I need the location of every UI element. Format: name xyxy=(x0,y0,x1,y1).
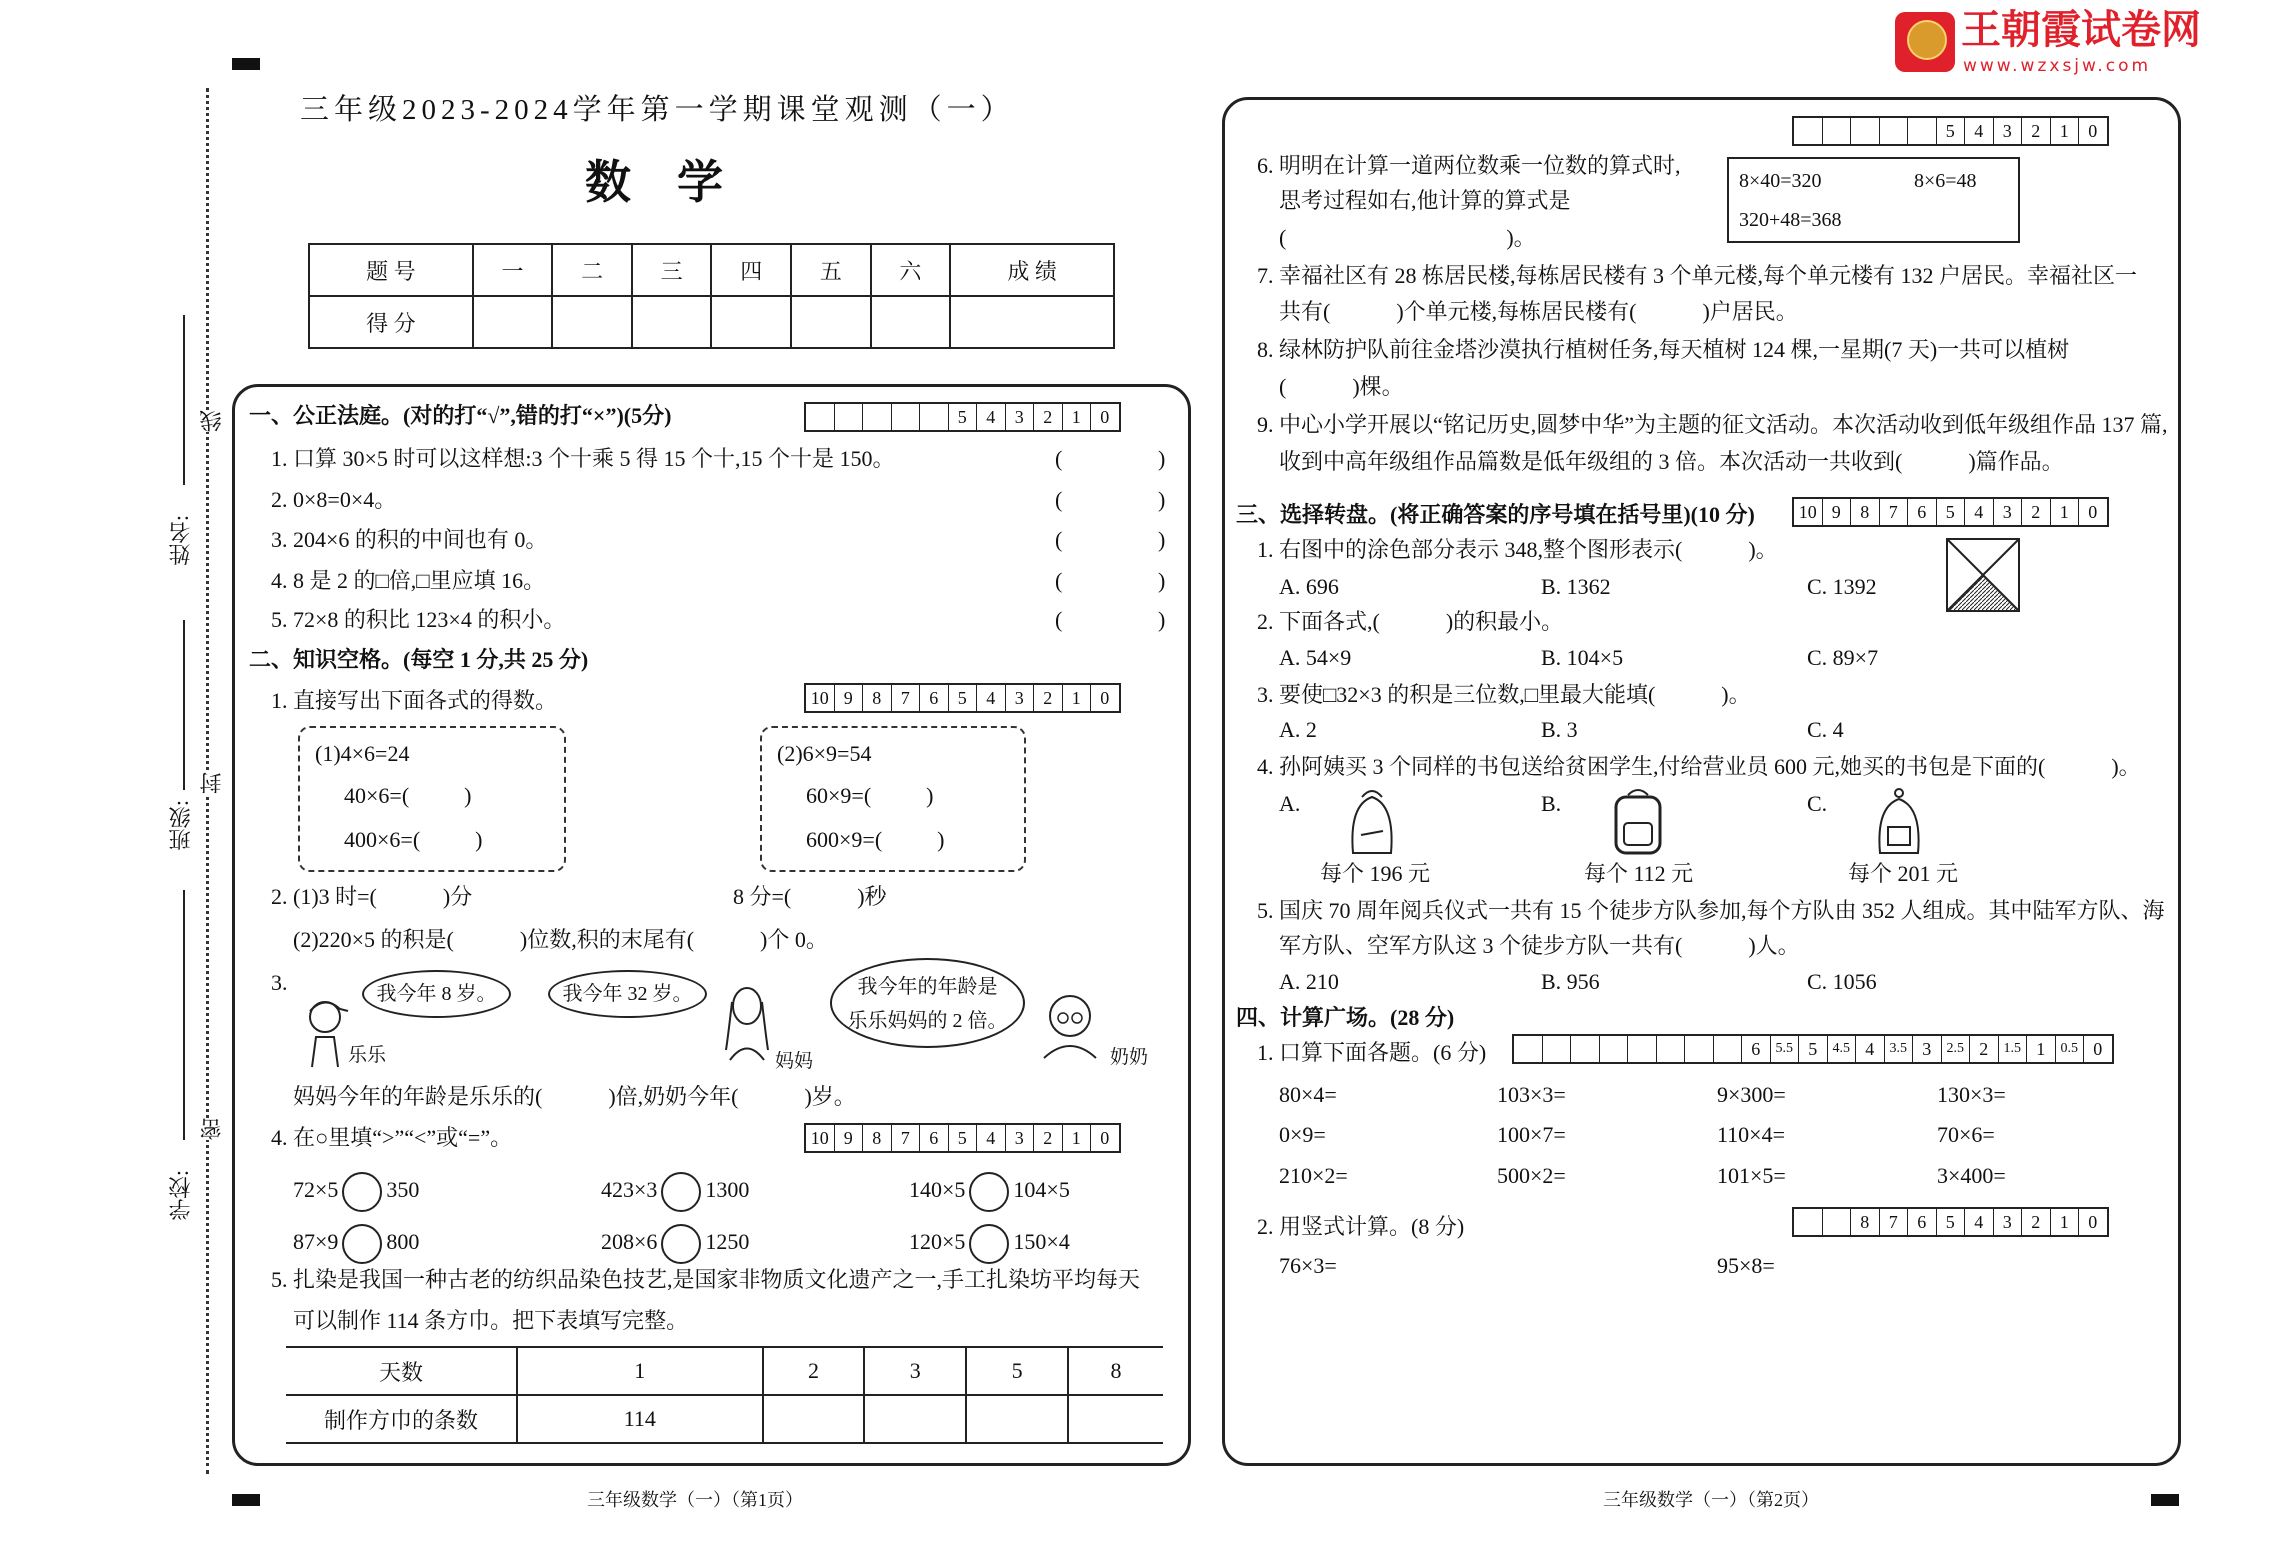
q8-line: 8. 绿林防护队前往金塔沙漠执行植树任务,每天植树 124 棵,一星期(7 天)一共可以植树 xyxy=(1257,337,2070,362)
score-cell[interactable]: 0 xyxy=(2088,121,2098,141)
calc-line[interactable]: 40×6=( ) xyxy=(344,783,472,808)
cell: 3 xyxy=(864,1347,966,1395)
score-cell[interactable]: 5 xyxy=(1937,1209,1966,1235)
logo-url: www.wzxsjw.com xyxy=(1963,56,2152,76)
name-lele: 乐乐 xyxy=(348,1045,387,1066)
score-input[interactable] xyxy=(791,296,871,348)
score-cell[interactable]: 0 xyxy=(1100,688,1110,708)
seal-char: 封 xyxy=(196,772,227,794)
answer-cell[interactable] xyxy=(966,1395,1068,1443)
score-cell[interactable]: 1.5 xyxy=(1999,1036,2028,1062)
score-cell[interactable]: 8 xyxy=(863,685,892,711)
compare-item: 120×5 150×4 xyxy=(909,1222,1070,1264)
score-cell[interactable]: 0 xyxy=(2093,1039,2103,1059)
score-cell-blank[interactable] xyxy=(1794,1209,1823,1235)
cell: 114 xyxy=(517,1395,763,1443)
paren-open: ( xyxy=(1055,527,1063,552)
score-cell-blank[interactable] xyxy=(1628,1036,1657,1062)
score-cell[interactable]: 10 xyxy=(1794,499,1823,525)
score-cell-blank[interactable] xyxy=(1571,1036,1600,1062)
school-label: 学校: xyxy=(168,1170,193,1221)
paren-open: ( xyxy=(1055,607,1063,632)
score-cell[interactable]: 1 xyxy=(1063,1125,1092,1151)
towel-table xyxy=(286,1346,1163,1444)
score-cell[interactable]: 2 xyxy=(2022,499,2051,525)
speech-bubble xyxy=(362,970,511,1018)
exam-title: 三年级2023-2024学年第一学期课堂观测（一） xyxy=(300,94,1015,126)
option: A. 54×9 xyxy=(1279,645,1352,670)
calc-line: (2)6×9=54 xyxy=(777,741,872,766)
logo-text: 王朝霞试卷网 xyxy=(1961,8,2201,52)
box-line: 320+48=368 xyxy=(1739,209,1842,231)
score-cell[interactable]: 4 xyxy=(1965,118,1994,144)
score-table xyxy=(308,243,1115,349)
score-cell[interactable]: 6 xyxy=(1908,1209,1937,1235)
compare-item: 423×3 1300 xyxy=(601,1170,749,1212)
cell: 8 xyxy=(1068,1347,1163,1395)
registration-mark xyxy=(232,1494,260,1506)
class-underline xyxy=(183,620,185,790)
judge-item: 1. 口算 30×5 时可以这样想:3 个十乘 5 得 15 个十,15 个十是 150。 xyxy=(271,446,895,471)
judge-item: 3. 204×6 的积的中间也有 0。 xyxy=(271,527,548,552)
q5-line: 可以制作 114 条方巾。把下表填写完整。 xyxy=(293,1308,689,1333)
score-cell-blank[interactable] xyxy=(1880,118,1909,144)
price-label: 每个 201 元 xyxy=(1848,861,1959,886)
mental-calc[interactable]: 70×6= xyxy=(1937,1122,1995,1147)
score-cell[interactable]: 3 xyxy=(1994,1209,2023,1235)
score-cell[interactable]: 2 xyxy=(1034,404,1063,430)
paren-close: ) xyxy=(1158,487,1166,512)
score-cell-blank[interactable] xyxy=(920,404,949,430)
score-cell[interactable]: 8 xyxy=(863,1125,892,1151)
registration-mark xyxy=(2151,1494,2179,1506)
registration-mark xyxy=(232,58,260,70)
score-cell[interactable]: 0 xyxy=(1100,407,1110,427)
paren-close: ) xyxy=(1158,607,1166,632)
paren-open: ( xyxy=(1055,568,1063,593)
score-cell-blank[interactable] xyxy=(1823,118,1852,144)
mental-calc[interactable]: 9×300= xyxy=(1717,1082,1786,1107)
score-input[interactable] xyxy=(632,296,712,348)
cell: 一 xyxy=(473,244,553,296)
option: C. 4 xyxy=(1807,717,1844,742)
logo xyxy=(1895,8,2225,80)
score-cell[interactable]: 5 xyxy=(949,1125,978,1151)
paren-close: ) xyxy=(1158,446,1166,471)
score-cell-blank[interactable] xyxy=(1714,1036,1743,1062)
score-cell-blank[interactable] xyxy=(1851,118,1880,144)
score-cell[interactable]: 1 xyxy=(2051,118,2080,144)
mother-icon xyxy=(720,982,775,1062)
compare-item: 87×9 800 xyxy=(293,1222,419,1264)
backpack-icon xyxy=(1608,785,1668,857)
score-cell[interactable]: 9 xyxy=(1823,499,1852,525)
score-cell[interactable]: 1 xyxy=(2051,1209,2080,1235)
score-cell[interactable]: 5 xyxy=(949,404,978,430)
score-cell-blank[interactable] xyxy=(806,404,835,430)
backpack-icon xyxy=(1345,785,1400,857)
score-cell[interactable]: 9 xyxy=(835,685,864,711)
table-row xyxy=(286,1347,1163,1395)
cell: 三 xyxy=(632,244,712,296)
paren-open: ( xyxy=(1055,446,1063,471)
compare-item: 208×6 1250 xyxy=(601,1222,749,1264)
score-table-score-row xyxy=(309,296,1114,348)
q6-answer[interactable]: ( )。 xyxy=(1279,225,1536,250)
score-cell-blank[interactable] xyxy=(835,404,864,430)
score-cell[interactable]: 0 xyxy=(2088,502,2098,522)
score-cell[interactable]: 3.5 xyxy=(1885,1036,1914,1062)
score-cell[interactable]: 9 xyxy=(835,1125,864,1151)
subject-title: 数 学 xyxy=(585,157,723,208)
option: B. 956 xyxy=(1541,969,1600,994)
option: B. 3 xyxy=(1541,717,1578,742)
score-cell[interactable]: 1 xyxy=(2051,499,2080,525)
school-underline xyxy=(183,890,185,1140)
q3-number: 3. xyxy=(271,970,288,995)
q3-sentence[interactable]: 妈妈今年的年龄是乐乐的( )倍,奶奶今年( )岁。 xyxy=(293,1084,856,1109)
section4-heading: 四、计算广场。(28 分) xyxy=(1236,1005,1455,1030)
mental-calc[interactable]: 101×5= xyxy=(1717,1163,1786,1188)
score-cell-blank[interactable] xyxy=(1794,118,1823,144)
q2-line[interactable]: 8 分=( )秒 xyxy=(733,884,887,909)
score-cell[interactable]: 5 xyxy=(1799,1036,1828,1062)
calc-line: (1)4×6=24 xyxy=(315,741,410,766)
mental-calc[interactable]: 80×4= xyxy=(1279,1082,1337,1107)
price-label: 每个 112 元 xyxy=(1584,861,1694,886)
q7-line[interactable]: 共有( )个单元楼,每栋居民楼有( )户居民。 xyxy=(1279,299,1798,324)
option: A. 696 xyxy=(1279,574,1339,599)
option: C. 89×7 xyxy=(1807,645,1879,670)
score-input[interactable] xyxy=(711,296,791,348)
compare-circle[interactable] xyxy=(661,1172,701,1212)
score-table-header-row xyxy=(309,244,1114,296)
option: C. xyxy=(1807,791,1828,816)
score-cell[interactable]: 4 xyxy=(1965,499,1994,525)
score-cell[interactable]: 2 xyxy=(2022,1209,2051,1235)
score-strip[interactable] xyxy=(1792,497,2109,527)
q2-line[interactable]: (2)220×5 的积是( )位数,积的末尾有( )个 0。 xyxy=(293,927,828,952)
choice-question[interactable]: 4. 孙阿姨买 3 个同样的书包送给贫困学生,付给营业员 600 元,她买的书包是下面的( )。 xyxy=(1257,754,2141,779)
score-cell[interactable]: 4.5 xyxy=(1828,1036,1857,1062)
compare-circle[interactable] xyxy=(969,1224,1009,1264)
score-cell-blank[interactable] xyxy=(892,404,921,430)
vertical-calc[interactable]: 95×8= xyxy=(1717,1253,1775,1278)
option: A. 2 xyxy=(1279,717,1317,742)
choice-question[interactable]: 2. 下面各式,( )的积最小。 xyxy=(1257,609,1564,634)
choice-question: 5. 国庆 70 周年阅兵仪式一共有 15 个徒步方队参加,每个方队由 352 人组成。其中陆军方队、海 xyxy=(1257,898,2165,923)
name-mother: 妈妈 xyxy=(775,1051,814,1072)
q2-line[interactable]: 2. (1)3 时=( )分 xyxy=(271,884,473,909)
bubble-text: 我今年 8 岁。 xyxy=(376,983,497,1005)
mental-calc[interactable]: 210×2= xyxy=(1279,1163,1348,1188)
score-cell[interactable]: 1 xyxy=(2027,1036,2056,1062)
section1-heading: 一、公正法庭。(对的打“√”,错的打“×”)(5分) xyxy=(249,403,672,428)
score-cell[interactable]: 0 xyxy=(2088,1212,2098,1232)
score-cell[interactable]: 7 xyxy=(892,1125,921,1151)
score-cell[interactable]: 4 xyxy=(977,404,1006,430)
score-cell[interactable]: 2 xyxy=(1034,1125,1063,1151)
score-cell[interactable]: 4 xyxy=(977,685,1006,711)
mental-calc[interactable]: 500×2= xyxy=(1497,1163,1566,1188)
shaded-square-figure-icon xyxy=(1946,538,2020,612)
choice-question[interactable]: 3. 要使□32×3 的积是三位数,□里最大能填( )。 xyxy=(1257,682,1751,707)
score-cell-blank[interactable] xyxy=(1685,1036,1714,1062)
speech-bubble xyxy=(548,970,707,1018)
q9-line: 9. 中心小学开展以“铭记历史,圆梦中华”为主题的征文活动。本次活动收到低年级组作品 137 篇, xyxy=(1257,412,2168,437)
q1-label: 1. 直接写出下面各式的得数。 xyxy=(271,688,558,713)
boy-lele-icon xyxy=(300,995,350,1070)
option: C. 1056 xyxy=(1807,969,1877,994)
mental-calc[interactable]: 110×4= xyxy=(1717,1122,1785,1147)
score-cell[interactable]: 7 xyxy=(1880,1209,1909,1235)
score-strip[interactable] xyxy=(1792,1207,2109,1237)
cell: 5 xyxy=(966,1347,1068,1395)
score-cell-blank[interactable] xyxy=(1514,1036,1543,1062)
score-cell[interactable]: 3 xyxy=(1006,1125,1035,1151)
score-input[interactable] xyxy=(473,296,553,348)
q8-line[interactable]: ( )棵。 xyxy=(1279,374,1404,399)
vertical-calc[interactable]: 76×3= xyxy=(1279,1253,1337,1278)
score-cell[interactable]: 2 xyxy=(1034,685,1063,711)
score-strip[interactable] xyxy=(1512,1034,2114,1064)
cell: 题 号 xyxy=(309,244,473,296)
q5-line: 5. 扎染是我国一种古老的纺织品染色技艺,是国家非物质文化遗产之一,手工扎染坊平均每天 xyxy=(271,1267,1141,1292)
score-cell[interactable]: 5.5 xyxy=(1771,1036,1800,1062)
score-input[interactable] xyxy=(950,296,1114,348)
option: B. xyxy=(1541,791,1562,816)
page2-footer: 三年级数学（一）（第2页） xyxy=(1603,1490,1819,1510)
score-input[interactable] xyxy=(871,296,951,348)
score-cell[interactable]: 0.5 xyxy=(2056,1036,2085,1062)
score-cell-blank[interactable] xyxy=(1657,1036,1686,1062)
compare-circle[interactable] xyxy=(969,1172,1009,1212)
s4-q2-label: 2. 用竖式计算。(8 分) xyxy=(1257,1214,1465,1239)
compare-circle[interactable] xyxy=(661,1224,701,1264)
judge-item: 4. 8 是 2 的□倍,□里应填 16。 xyxy=(271,568,546,593)
score-cell[interactable]: 3 xyxy=(1994,499,2023,525)
page1-footer: 三年级数学（一）（第1页） xyxy=(587,1490,803,1510)
paren-close: ) xyxy=(1158,568,1166,593)
option: A. 210 xyxy=(1279,969,1339,994)
table-row xyxy=(286,1395,1163,1443)
score-cell[interactable]: 5 xyxy=(1937,499,1966,525)
option: A. xyxy=(1279,791,1301,816)
score-cell[interactable]: 6 xyxy=(1742,1036,1771,1062)
score-cell-blank[interactable] xyxy=(1600,1036,1629,1062)
score-cell[interactable]: 2 xyxy=(1970,1036,1999,1062)
score-strip[interactable] xyxy=(1792,116,2109,146)
mental-calc[interactable]: 130×3= xyxy=(1937,1082,2006,1107)
thinking-box xyxy=(1727,157,2020,243)
paren-open: ( xyxy=(1055,487,1063,512)
box-line: 8×6=48 xyxy=(1914,170,1977,192)
option: B. 104×5 xyxy=(1541,645,1624,670)
score-cell[interactable]: 4 xyxy=(1965,1209,1994,1235)
mental-calc[interactable]: 0×9= xyxy=(1279,1122,1326,1147)
speech-bubble xyxy=(830,958,1025,1048)
judge-item: 2. 0×8=0×4。 xyxy=(271,487,397,512)
cell: 成 绩 xyxy=(950,244,1114,296)
option: B. 1362 xyxy=(1541,574,1611,599)
bubble-text: 乐乐妈妈的 2 倍。 xyxy=(847,1010,1008,1032)
cell: 六 xyxy=(871,244,951,296)
name-label: 姓名: xyxy=(168,515,193,566)
box-line: 8×40=320 xyxy=(1739,170,1822,192)
score-cell[interactable]: 10 xyxy=(806,685,835,711)
calc-line[interactable]: 600×9=( ) xyxy=(806,827,945,852)
answer-cell[interactable] xyxy=(864,1395,966,1443)
logo-emblem-icon xyxy=(1895,12,1955,72)
q9-line[interactable]: 收到中高年级组作品篇数是低年级组的 3 倍。本次活动一共收到( )篇作品。 xyxy=(1279,449,2064,474)
score-cell[interactable]: 4 xyxy=(977,1125,1006,1151)
section2-heading: 二、知识空格。(每空 1 分,共 25 分) xyxy=(249,647,589,672)
score-cell[interactable]: 3 xyxy=(1006,404,1035,430)
score-cell[interactable]: 7 xyxy=(1880,499,1909,525)
score-cell[interactable]: 7 xyxy=(892,685,921,711)
name-underline xyxy=(183,315,185,485)
score-strip[interactable] xyxy=(804,402,1121,432)
score-cell[interactable]: 8 xyxy=(1851,1209,1880,1235)
s4-q1-label: 1. 口算下面各题。(6 分) xyxy=(1257,1040,1487,1065)
bubble-text: 我今年的年龄是 xyxy=(857,976,998,998)
score-cell-blank[interactable] xyxy=(1823,1209,1852,1235)
answer-cell[interactable] xyxy=(763,1395,865,1443)
mental-calc[interactable]: 3×400= xyxy=(1937,1163,2006,1188)
secret-char: 密 xyxy=(196,1118,227,1140)
mental-calc[interactable]: 100×7= xyxy=(1497,1122,1566,1147)
cell: 二 xyxy=(552,244,632,296)
cell: 制作方巾的条数 xyxy=(286,1395,517,1443)
compare-item: 140×5 104×5 xyxy=(909,1170,1070,1212)
option: C. 1392 xyxy=(1807,574,1877,599)
score-cell[interactable]: 6 xyxy=(1908,499,1937,525)
compare-item: 72×5 350 xyxy=(293,1170,419,1212)
score-cell[interactable]: 6 xyxy=(920,685,949,711)
price-label: 每个 196 元 xyxy=(1320,861,1431,886)
cell: 四 xyxy=(711,244,791,296)
score-cell-blank[interactable] xyxy=(1908,118,1937,144)
score-cell[interactable]: 6 xyxy=(920,1125,949,1151)
score-strip[interactable] xyxy=(804,1123,1121,1153)
grandmother-icon xyxy=(1038,990,1103,1060)
paren-close: ) xyxy=(1158,527,1166,552)
score-strip[interactable] xyxy=(804,683,1121,713)
score-cell-blank[interactable] xyxy=(1543,1036,1572,1062)
q6-line: 6. 明明在计算一道两位数乘一位数的算式时, xyxy=(1257,153,1681,178)
cell: 天数 xyxy=(286,1347,517,1395)
score-cell[interactable]: 2 xyxy=(2022,118,2051,144)
score-cell[interactable]: 2.5 xyxy=(1942,1036,1971,1062)
q6-line: 思考过程如右,他计算的算式是 xyxy=(1279,188,1571,213)
score-input[interactable] xyxy=(552,296,632,348)
score-cell[interactable]: 10 xyxy=(806,1125,835,1151)
score-cell-blank[interactable] xyxy=(863,404,892,430)
class-label: 班级: xyxy=(168,800,193,851)
choice-question[interactable]: 军方队、空军方队这 3 个徒步方队一共有( )人。 xyxy=(1279,933,1800,958)
choice-question[interactable]: 1. 右图中的涂色部分表示 348,整个图形表示( )。 xyxy=(1257,537,1778,562)
bubble-text: 我今年 32 岁。 xyxy=(562,983,693,1005)
score-cell[interactable]: 3 xyxy=(1994,118,2023,144)
cell: 得 分 xyxy=(309,296,473,348)
mental-calc[interactable]: 103×3= xyxy=(1497,1082,1566,1107)
score-cell[interactable]: 4 xyxy=(1856,1036,1885,1062)
cell: 五 xyxy=(791,244,871,296)
cell: 1 xyxy=(517,1347,763,1395)
q4-label: 4. 在○里填“>”“<”或“=”。 xyxy=(271,1125,513,1150)
score-cell[interactable]: 5 xyxy=(949,685,978,711)
compare-circle[interactable] xyxy=(342,1172,382,1212)
line-char: 线 xyxy=(196,410,227,432)
q7-line: 7. 幸福社区有 28 栋居民楼,每栋居民楼有 3 个单元楼,每个单元楼有 132 户居民。幸福社区一 xyxy=(1257,263,2138,288)
backpack-icon xyxy=(1872,785,1927,857)
score-cell[interactable]: 1 xyxy=(1063,404,1092,430)
compare-circle[interactable] xyxy=(342,1224,382,1264)
cell: 2 xyxy=(763,1347,865,1395)
score-cell[interactable]: 5 xyxy=(1937,118,1966,144)
calc-line[interactable]: 400×6=( ) xyxy=(344,827,483,852)
calc-line[interactable]: 60×9=( ) xyxy=(806,783,934,808)
section3-heading: 三、选择转盘。(将正确答案的序号填在括号里)(10 分) xyxy=(1236,502,1755,527)
score-cell[interactable]: 0 xyxy=(1100,1128,1110,1148)
score-cell[interactable]: 8 xyxy=(1851,499,1880,525)
name-grandmother: 奶奶 xyxy=(1110,1047,1149,1068)
score-cell[interactable]: 3 xyxy=(1913,1036,1942,1062)
answer-cell[interactable] xyxy=(1068,1395,1163,1443)
judge-item: 5. 72×8 的积比 123×4 的积小。 xyxy=(271,607,566,632)
score-cell[interactable]: 1 xyxy=(1063,685,1092,711)
score-cell[interactable]: 3 xyxy=(1006,685,1035,711)
